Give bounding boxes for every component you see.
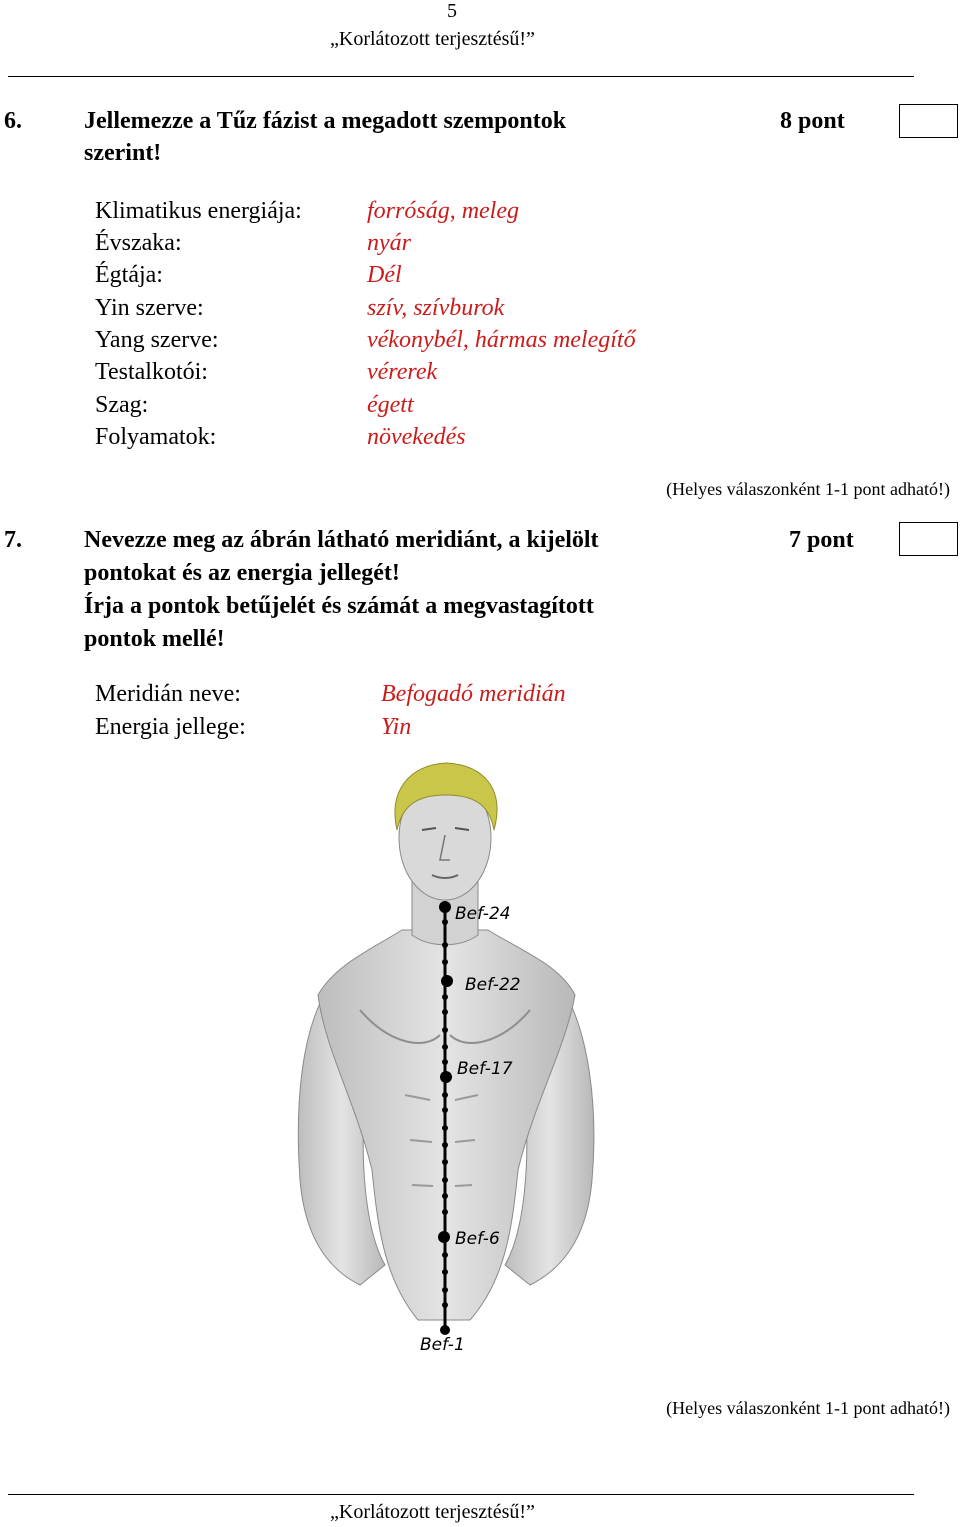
q6-label-climate: Klimatikus energiája: bbox=[95, 198, 302, 224]
label-bef-6: Bef-6 bbox=[455, 1229, 500, 1249]
q6-text-line2: szerint! bbox=[84, 140, 162, 166]
q7-label-meridian: Meridián neve: bbox=[95, 681, 241, 707]
q6-label-yang-organ: Yang szerve: bbox=[95, 327, 219, 353]
q7-points: 7 pont bbox=[789, 527, 854, 553]
q7-scoring-note: (Helyes válaszonként 1-1 pont adható!) bbox=[666, 1398, 950, 1418]
q6-label-direction: Égtája: bbox=[95, 262, 163, 288]
q6-answer-direction: Dél bbox=[367, 262, 402, 288]
q6-label-smell: Szag: bbox=[95, 392, 149, 418]
q6-answer-smell: égett bbox=[367, 392, 414, 418]
q7-text-line1: Nevezze meg az ábrán látható meridiánt, a kijelölt bbox=[84, 527, 599, 553]
footer-restriction: „Korlátozott terjesztésű!” bbox=[330, 1501, 535, 1523]
footer-rule bbox=[8, 1494, 914, 1495]
q6-points: 8 pont bbox=[780, 108, 845, 134]
point-bef-1 bbox=[440, 1325, 450, 1335]
q6-label-processes: Folyamatok: bbox=[95, 424, 217, 450]
label-bef-1: Bef-1 bbox=[420, 1335, 465, 1355]
header-restriction: „Korlátozott terjesztésű!” bbox=[330, 28, 535, 50]
q7-text-line2: pontokat és az energia jellegét! bbox=[84, 560, 400, 586]
point-bef-22 bbox=[441, 975, 453, 987]
q6-answer-season: nyár bbox=[367, 230, 411, 256]
point-bef-6 bbox=[438, 1231, 450, 1243]
q7-number: 7. bbox=[4, 527, 22, 553]
label-bef-24: Bef-24 bbox=[455, 904, 511, 924]
point-bef-24 bbox=[439, 901, 451, 913]
q6-number: 6. bbox=[4, 108, 22, 134]
page-number: 5 bbox=[447, 0, 457, 22]
q6-answer-processes: növekedés bbox=[367, 424, 466, 450]
q7-label-energy: Energia jellege: bbox=[95, 714, 246, 740]
q6-answer-tissues: vérerek bbox=[367, 359, 438, 385]
q7-answer-energy: Yin bbox=[381, 714, 412, 740]
q6-label-season: Évszaka: bbox=[95, 230, 182, 256]
q6-scoring-note: (Helyes válaszonként 1-1 pont adható!) bbox=[666, 479, 950, 499]
q6-answer-yin-organ: szív, szívburok bbox=[367, 295, 505, 321]
label-bef-17: Bef-17 bbox=[457, 1059, 513, 1079]
q6-answer-climate: forróság, meleg bbox=[367, 198, 519, 224]
q6-label-yin-organ: Yin szerve: bbox=[95, 295, 204, 321]
point-bef-17 bbox=[440, 1071, 452, 1083]
q7-text-line4: pontok mellé! bbox=[84, 626, 225, 652]
q6-label-tissues: Testalkotói: bbox=[95, 359, 208, 385]
label-bef-22: Bef-22 bbox=[465, 975, 521, 995]
q6-answer-yang-organ: vékonybél, hármas melegítő bbox=[367, 327, 636, 353]
q7-text-line3: Írja a pontok betűjelét és számát a megvastagított bbox=[84, 593, 594, 619]
q6-text-line1: Jellemezze a Tűz fázist a megadott szempontok bbox=[84, 108, 567, 134]
q7-answer-meridian: Befogadó meridián bbox=[381, 681, 566, 707]
